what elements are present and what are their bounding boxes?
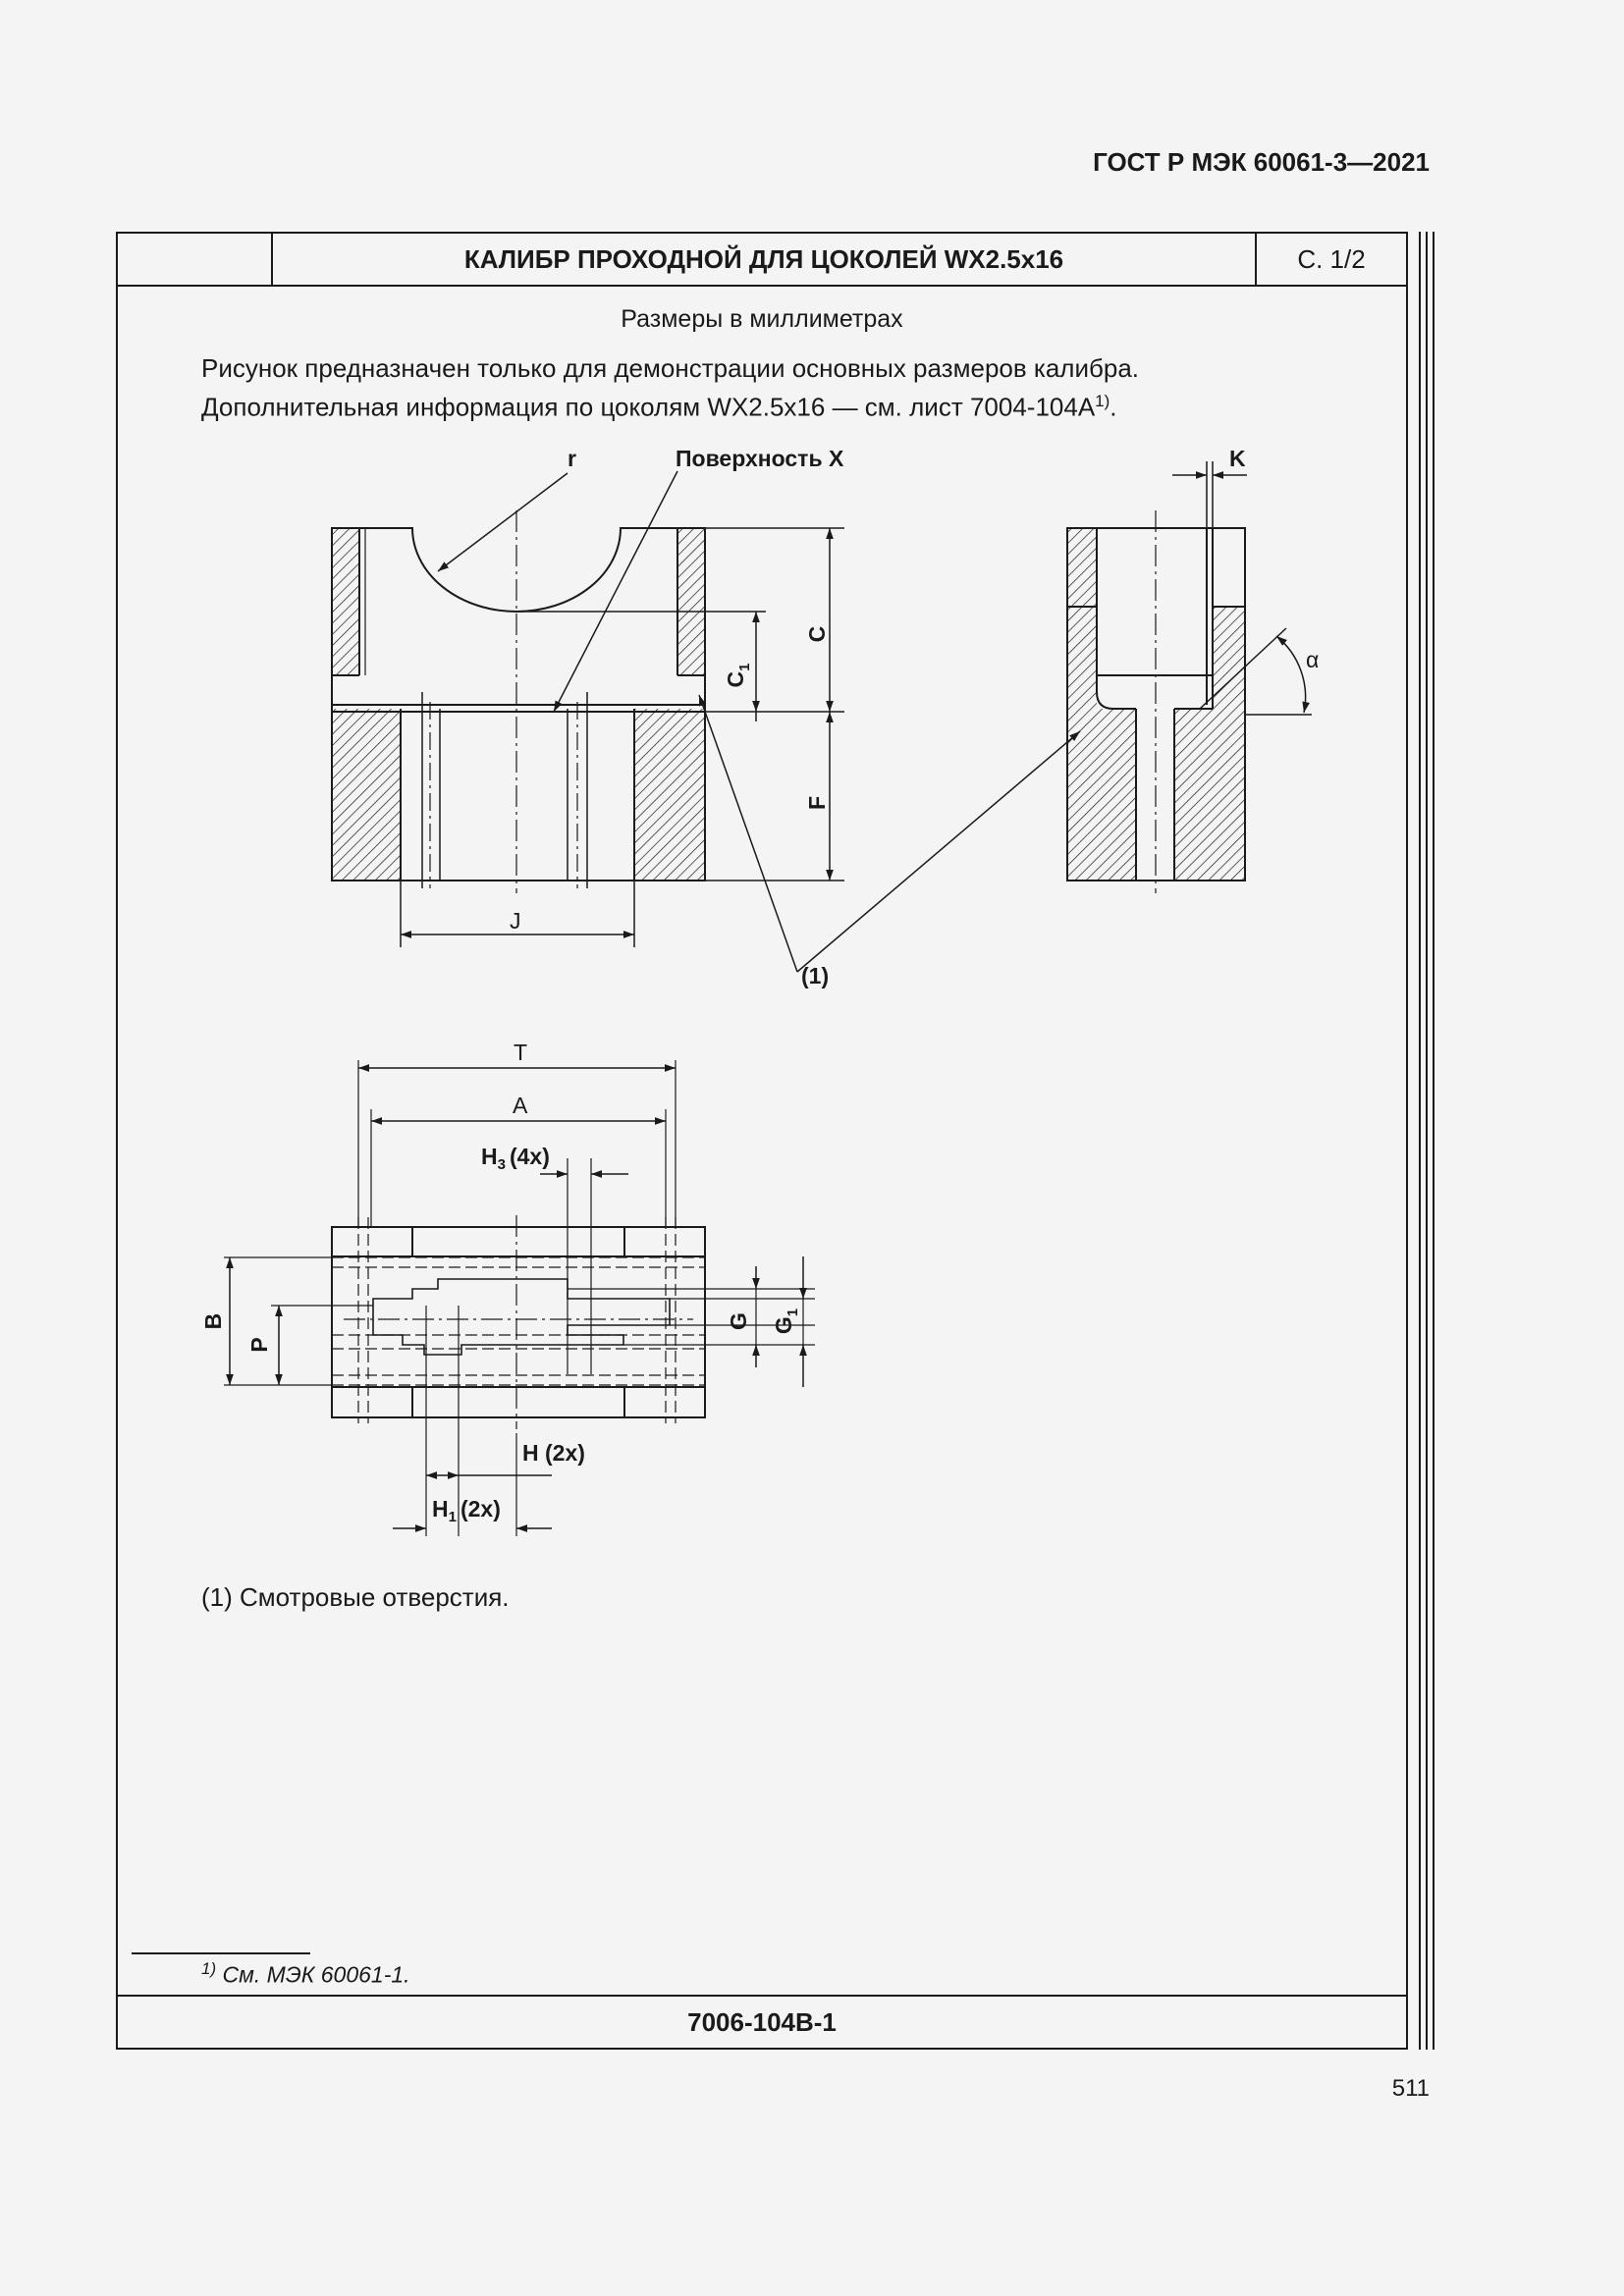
label-h1: $H_1$ (2x) [432,1496,501,1525]
label-t: T [514,1040,528,1065]
description-line-2-end: . [1110,392,1117,422]
label-callout-1: (1) [801,963,830,988]
description-line-2-text: Дополнительная информация по цоколям WX2.5x16 — см. лист 7004-104A [201,392,1096,422]
sheet-title: КАЛИБР ПРОХОДНОЙ ДЛЯ ЦОКОЛЕЙ WX2.5x16 [273,234,1257,285]
label-surface-x: Поверхность X [676,446,844,471]
label-c: C [804,625,830,643]
description-line-1: Рисунок предназначен только для демонстрации основных размеров калибра. [201,353,1140,383]
units-note: Размеры в миллиметрах [621,305,903,333]
side-section-view [797,461,1312,972]
label-k: K [1229,446,1246,471]
label-c1: $C_1$ [723,663,753,688]
label-b: B [200,1312,226,1330]
label-h3: $H_3$ (4x) [481,1144,550,1173]
page-number: 511 [1391,2075,1430,2102]
label-p-group [246,1337,272,1352]
label-a: A [513,1093,528,1118]
label-alpha: α [1306,647,1320,672]
legend-note: (1) Смотровые отверстия. [201,1582,510,1612]
top-view [224,1060,815,1536]
front-section-view [332,471,844,972]
sheet-number: 7006-104B-1 [118,1995,1406,2048]
label-b-group [200,1313,226,1330]
label-c-group [804,626,830,643]
label-f: F [804,795,830,811]
label-r: r [568,446,576,471]
footnote-text: См. МЭК 60061-1. [222,1961,410,1988]
label-g1-group [771,1308,801,1334]
label-h: H (2x) [522,1440,585,1466]
label-g1: $G_1$ [771,1308,801,1335]
label-g-group [726,1312,751,1330]
sheet-page: С. 1/2 [1297,243,1366,274]
standard-code: ГОСТ Р МЭК 60061-3—2021 [1093,147,1430,177]
description-footnote-ref: 1) [1095,392,1110,410]
label-g: G [726,1312,751,1330]
label-p: P [246,1337,272,1353]
label-c1-group [723,664,753,688]
label-j: J [510,908,521,934]
footnote-marker: 1) [201,1959,217,1978]
label-f-group [804,796,830,810]
